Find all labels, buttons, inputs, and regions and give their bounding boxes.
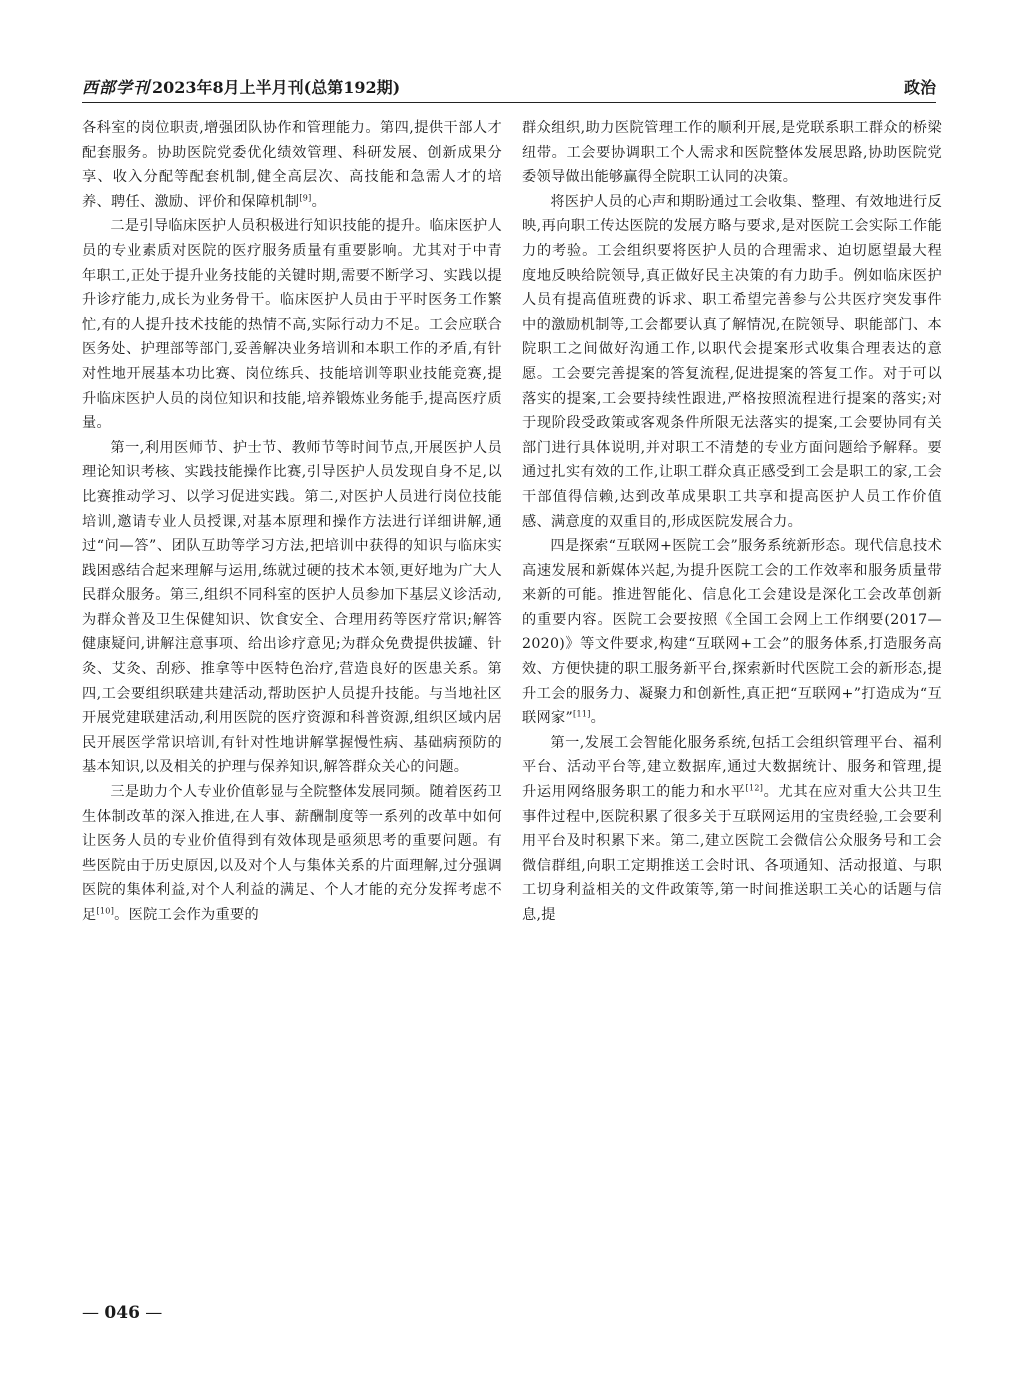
paragraph: 二是引导临床医护人员积极进行知识技能的提升。临床医护人员的专业素质对医院的医疗服务质量有重要影响。尤其对于中青年职工,正处于提升业务技能的关键时期,需要不断学习、实践以提升诊疗能力,成长为业务骨干。临床医护人员由于平时医务工作繁忙,有的人提升技术技能的热情不高,实际行动力不足。工会应联合医务处、护理部等部门,妥善解决业务培训和本职工作的矛盾,有针对性地开展基本功比赛、岗位练兵、技能培训等职业技能竞赛,提升临床医护人员的岗位知识和技能,培养锻炼业务能手,提高医疗质量。 <box>82 218 502 432</box>
paragraph: 三是助力个人专业价值彰显与全院整体发展同频。随着医药卫生体制改革的深入推进,在人事、薪酬制度等一系列的改革中如何让医务人员的专业价值得到有效体现是亟须思考的重要问题。有些医院由于历史原因,以及对个人与集体关系的片面理解,过分强调医院的集体利益,对个人利益的满足、个人才能的充分发挥考虑不足[10]。医院工会作为重要的 <box>82 784 502 923</box>
citation: [9] <box>299 193 312 203</box>
citation: [11] <box>573 709 591 719</box>
page-header <box>82 72 936 103</box>
section-label: 政治 <box>903 78 936 97</box>
paragraph: 第一,利用医师节、护士节、教师节等时间节点,开展医护人员理论知识考核、实践技能操作比赛,引导医护人员发现自身不足,以比赛推动学习、以学习促进实践。第二,对医护人员进行岗位技能培训,邀请专业人员授课,对基本原理和操作方法进行详细讲解,通过“问—答”、团队互助等学习方法,把培训中获得的知识与临床实践困惑结合起来理解与运用,练就过硬的技术本领,更好地为广大人民群众服务。第三,组织不同科室的医护人员参加下基层义诊活动,为群众普及卫生保健知识、饮食安全、合理用药等医疗常识;解答健康疑问,讲解注意事项、给出诊疗意见;为群众免费提供拔罐、针灸、艾灸、刮痧、推拿等中医特色治疗,营造良好的医患关系。第四,工会要组织联建共建活动,帮助医护人员提升技能。与当地社区开展党建联建活动,利用医院的医疗资源和科普资源,组织区域内居民开展医学常识培训,有针对性地讲解掌握慢性病、基础病预防的基本知识,以及相关的护理与保养知识,解答群众关心的问题。 <box>82 439 502 776</box>
page-number: 046 <box>104 1303 140 1323</box>
paragraph: 第一,发展工会智能化服务系统,包括工会组织管理平台、福利平台、活动平台等,建立数据库,通过大数据统计、服务和管理,提升运用网络服务职工的能力和水平[12]。尤其在应对重大公共卫生事件过程中,医院积累了很多关于互联网运用的宝贵经验,工会要利用平台及时积累下来。第二,建立医院工会微信公众服务号和工会微信群组,向职工定期推送工会时讯、各项通知、活动报道、与职工切身利益相关的文件政策等,第一时间推送职工关心的话题与信息,提 <box>522 734 942 923</box>
paragraph: 群众组织,助力医院管理工作的顺利开展,是党联系职工群众的桥梁纽带。工会要协调职工个人需求和医院整体发展思路,协助医院党委领导做出能够赢得全院职工认同的决策。 <box>522 120 942 186</box>
journal-logo: 西部学刊 <box>82 78 151 97</box>
citation: [10] <box>96 906 115 916</box>
journal-masthead <box>82 75 400 98</box>
issue-info: 2023年8月上半月刊(总第192期) <box>152 78 401 97</box>
right-column <box>522 116 942 928</box>
paragraph: 将医护人员的心声和期盼通过工会收集、整理、有效地进行反映,再向职工传达医院的发展方略与要求,是对医院工会实际工作能力的考验。工会组织要将医护人员的合理需求、迫切愿望最大程度地反映给院领导,真正做好民主决策的有力助手。例如临床医护人员有提高值班费的诉求、职工希望完善参与公共医疗突发事件中的激励机制等,工会都要认真了解情况,在院领导、职能部门、本院职工之间做好沟通工作,以职代会提案形式收集合理表达的意愿。工会要完善提案的答复流程,促进提案的答复工作。对于可以落实的提案,工会要持续性跟进,严格按照流程进行提案的落实;对于现阶段受政策或客观条件所限无法落实的提案,工会要协同有关部门进行具体说明,并对职工不清楚的专业方面问题给予解释。要通过扎实有效的工作,让职工群众真正感受到工会是职工的家,工会干部值得信赖,达到改革成果职工共享和提高医护人员工作价值感、满意度的双重目的,形成医院发展合力。 <box>522 193 942 530</box>
paragraph: 四是探索“互联网+医院工会”服务系统新形态。现代信息技术高速发展和新媒体兴起,为提升医院工会的工作效率和服务质量带来新的可能。推进智能化、信息化工会建设是深化工会改革创新的重要内容。医院工会要按照《全国工会网上工作纲要(2017—2020)》等文件要求,构建“互联网+工会”的服务体系,打造服务高效、方便快捷的职工服务新平台,探索新时代医院工会的新形态,提升工会的服务力、凝聚力和创新性,真正把“互联网+”打造成为“互联网家”[11]。 <box>522 538 942 727</box>
page-footer: — 046 — <box>82 1303 163 1323</box>
paragraph: 各科室的岗位职责,增强团队协作和管理能力。第四,提供干部人才配套服务。协助医院党委优化绩效管理、科研发展、创新成果分享、收入分配等配套机制,健全高层次、高技能和急需人才的培养、聘任、激励、评价和保障机制[9]。 <box>82 120 502 210</box>
left-column <box>82 116 502 928</box>
citation: [12] <box>745 783 764 793</box>
